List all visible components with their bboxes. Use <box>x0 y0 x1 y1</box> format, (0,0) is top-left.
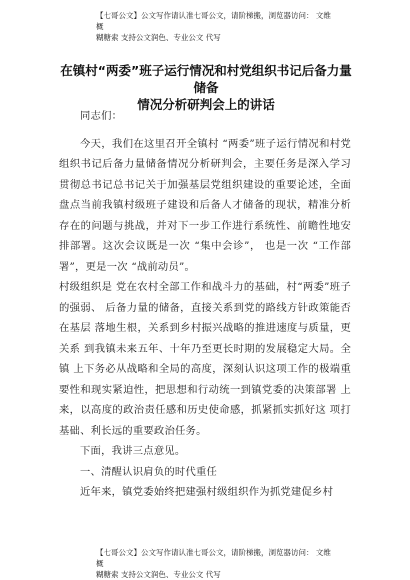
footer-banner-line-1: 【七哥公文】公文写作请认准七哥公文，请阶梯搬，浏览器访问： 文维概 <box>96 548 331 568</box>
paragraph-transition: 下面，我讲三点意见。 <box>80 445 186 457</box>
paragraph-section-1-start: 近年来，镇党委始终把建强村级组织作为抓党建促乡村 <box>80 486 334 498</box>
title-line-1: 在镇村“两委”班子运行情况和村党组织书记后备力量储备 <box>60 63 352 95</box>
salutation: 同志们： <box>80 110 123 122</box>
title-line-2: 情况分析研判会上的讲话 <box>137 97 275 112</box>
paragraph-opening: 今天，我们在这里召开全镇村 “两委”班子运行情况和村党组织书记后备力量储备情况分析研判会，主要任务是深入学习贯彻总书记总书记关于加强基层党组织建设的重要论述，全面盘点当前我镇村级班子建设和后备人才储备的现状，精准分析存在的问题与挑战，并对下一步工作进行系统性、前瞻性地安排部署。这次会议既是一次 “集中会诊”， 也是一次 “工作部署”，更是一次 “战前动员”。 <box>59 137 351 273</box>
header-watermark-banner <box>96 10 336 43</box>
footer-watermark-banner <box>96 547 336 580</box>
paragraph-importance: 村级组织是 党在农村全部工作和战斗力的基础，村“两委”班子的强弱、 后备力量的储备，直接关系到党的路线方针政策能否在基层 落地生根，关系到乡村振兴战略的推进速度与质量，更关系 到我镇未来五年、十年乃至更长时期的发展稳定大局。全镇 上下务必从战略和全局的高度，深刻认识这项工作的极端重 要性和现实紧迫性，把思想和行动统一到镇党委的决策部署 上来，以高度的政治责任感和历史使命感，抓紧抓实抓好这 项打基础、利长远的重要政治任务。 <box>59 281 351 437</box>
header-banner-line-1: 【七哥公文】公文写作请认准七哥公文，请阶梯搬，浏览器访问： 文维概 <box>96 11 331 31</box>
header-banner-line-2: 糊糖索 支持公文润色、专业公文 代写 <box>96 33 221 42</box>
document-body <box>59 106 351 503</box>
footer-banner-line-2: 糊糖索 支持公文润色、专业公文 代写 <box>96 570 221 579</box>
section-heading-1: 一、清醒认识肩负的时代重任 <box>80 465 218 478</box>
